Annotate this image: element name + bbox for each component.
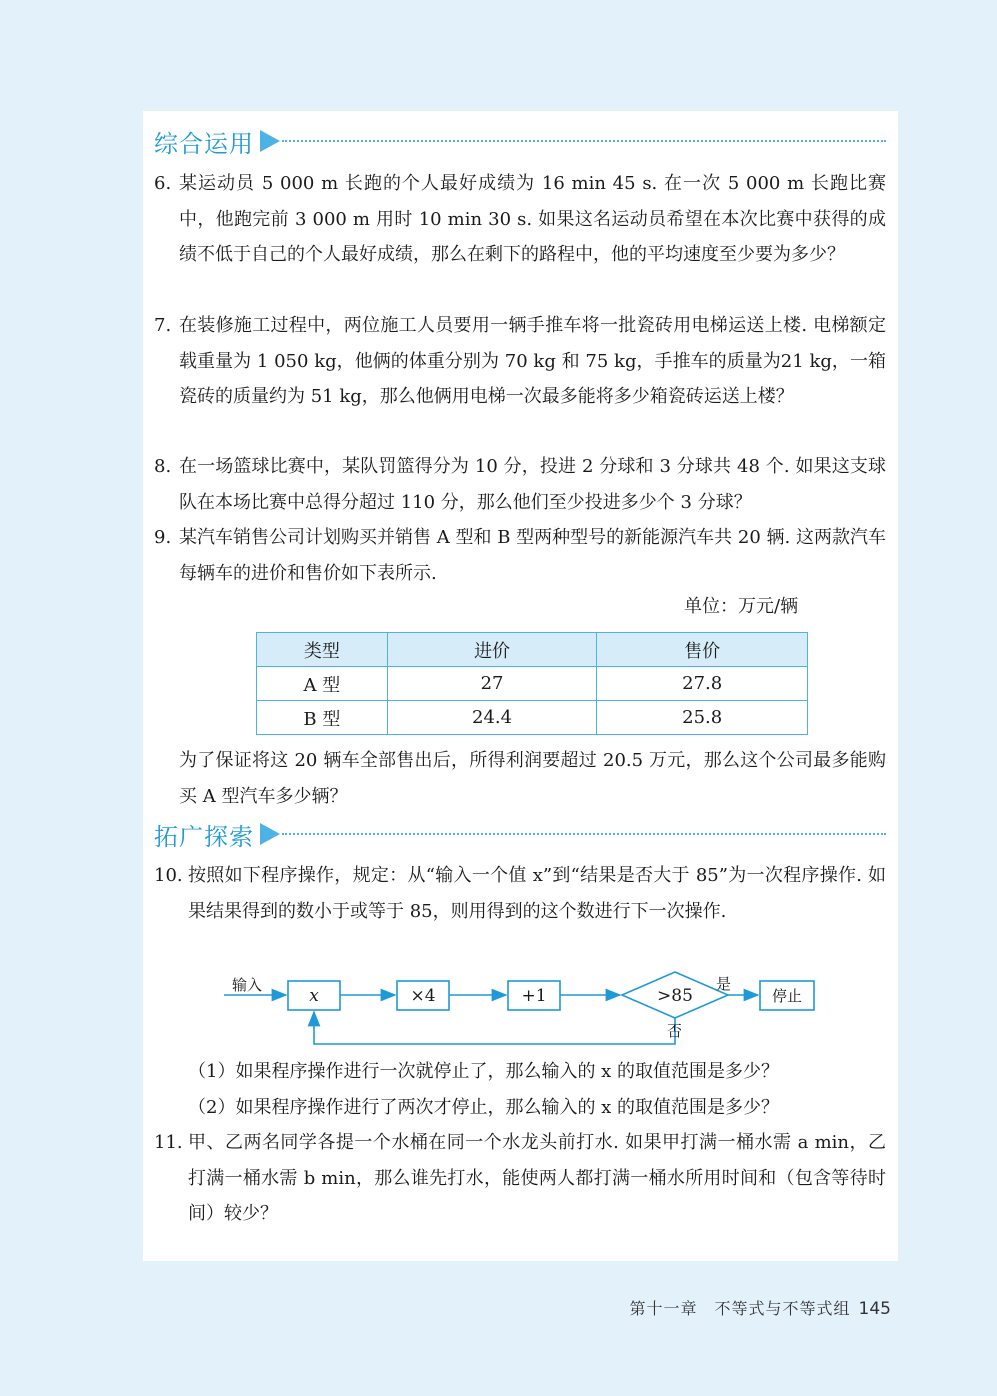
table-cell: 27 [387, 667, 597, 701]
table-header-row [257, 633, 808, 667]
table-header-cell: 类型 [257, 633, 388, 667]
problem-9-intro: 某汽车销售公司计划购买并销售 A 型和 B 型两种型号的新能源汽车共 20 辆. 这两款汽车每辆车的进价和售价如下表所示. [179, 527, 886, 584]
problem-number: 7. [154, 315, 172, 336]
section-title: 综合运用 [154, 129, 254, 158]
flow-label-times4: ×4 [410, 986, 436, 1006]
table-header-cell: 进价 [387, 633, 597, 667]
problem-8-text: 在一场篮球比赛中，某队罚篮得分为 10 分，投进 2 分球和 3 分球共 48 个. 如果这支球队在本场比赛中总得分超过 110 分，那么他们至少投进多少个 3 分球？ [179, 456, 886, 513]
problem-10-text: 按照如下程序操作，规定：从“输入一个值 x”到“结果是否大于 85”为一次程序操作. 如果结果得到的数小于或等于 85，则用得到的这个数进行下一次操作. [188, 865, 886, 922]
flowchart [220, 966, 820, 1050]
table-header-cell: 售价 [597, 633, 808, 667]
flow-label-stop: 停止 [771, 987, 803, 1005]
problem-number: 9. [154, 527, 172, 548]
triangle-arrow-icon [260, 130, 280, 152]
flow-loop-arrow [314, 1012, 675, 1044]
problem-number: 11. [154, 1132, 183, 1153]
section-header-applied [154, 123, 886, 159]
section-title: 拓广探索 [154, 822, 254, 851]
flow-label-yes: 是 [716, 975, 732, 993]
problem-9-question: 为了保证将这 20 辆车全部售出后，所得利润要超过 20.5 万元，那么这个公司最多能购买 A 型汽车多少辆？ [179, 750, 886, 807]
table-cell: B 型 [257, 701, 388, 735]
problem-10-q2: （2）如果程序操作进行了两次才停止，那么输入的 x 的取值范围是多少？ [188, 1097, 780, 1118]
problem-11-text: 甲、乙两名同学各提一个水桶在同一个水龙头前打水. 如果甲打满一桶水需 a min，乙打满一桶水需 b min，那么谁先打水，能使两人都打满一桶水所用时间和（包含等待时间）较少？ [188, 1132, 886, 1224]
table-cell: A 型 [257, 667, 388, 701]
triangle-arrow-icon [260, 823, 280, 845]
flow-label-input: 输入 [232, 976, 263, 994]
page-number: 145 [858, 1299, 891, 1319]
table-cell: 25.8 [597, 701, 808, 735]
section-header-explore [154, 816, 886, 852]
problem-10-q1: （1）如果程序操作进行一次就停止了，那么输入的 x 的取值范围是多少？ [188, 1061, 780, 1082]
problem-number: 6. [154, 173, 172, 194]
table-cell: 27.8 [597, 667, 808, 701]
page-footer [630, 1296, 891, 1319]
problem-number: 8. [154, 456, 172, 477]
problem-number: 10. [154, 865, 183, 886]
table-row [257, 667, 808, 701]
chapter-title: 第十一章 不等式与不等式组 [629, 1299, 851, 1318]
flow-label-x: x [309, 986, 319, 1006]
flow-label-condition: >85 [657, 986, 693, 1006]
dotted-rule [282, 833, 886, 835]
price-table [256, 632, 808, 735]
table-row [257, 701, 808, 735]
problem-7-text: 在装修施工过程中，两位施工人员要用一辆手推车将一批瓷砖用电梯运送上楼. 电梯额定载重量为 1 050 kg，他俩的体重分别为 70 kg 和 75 kg，手推车的质量为21 kg，一箱瓷砖的质量约为 51 kg，那么他俩用电梯一次最多能将多少箱瓷砖运送上楼？ [179, 315, 886, 407]
table-cell: 24.4 [387, 701, 597, 735]
dotted-rule [282, 140, 886, 142]
flow-label-no: 否 [667, 1022, 683, 1040]
problem-6-text: 某运动员 5 000 m 长跑的个人最好成绩为 16 min 45 s. 在一次 5 000 m 长跑比赛中，他跑完前 3 000 m 用时 10 min 30 s. 如果这名运动员希望在本次比赛中获得的成绩不低于自己的个人最好成绩，那么在剩下的路程中，他的平均速度至少要为多少？ [179, 173, 886, 265]
flow-label-plus1: +1 [521, 986, 547, 1006]
table-unit-note: 单位：万元/辆 [684, 596, 799, 617]
